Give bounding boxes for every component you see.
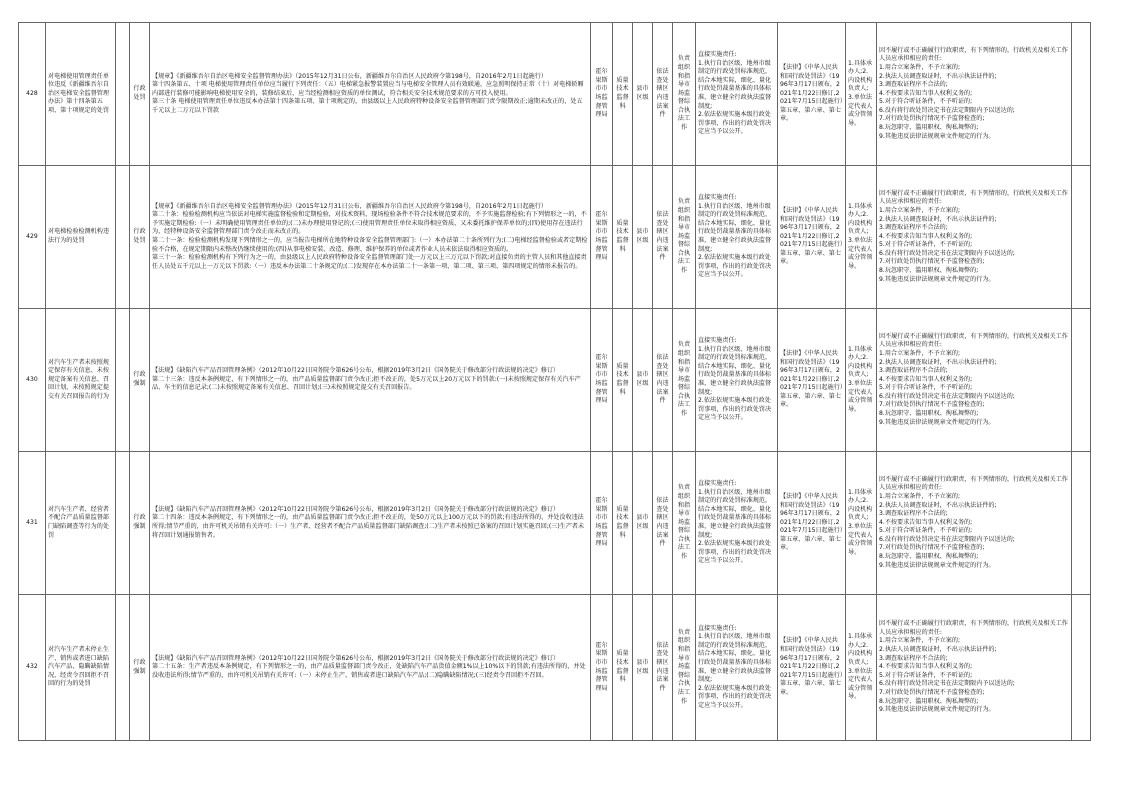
accountability-line: 8.玩忽职守、滥用职权、徇私舞弊的; <box>879 410 979 418</box>
accountability-line: 3.调查取证程序不合法的; <box>879 510 948 518</box>
accountability-line: 3.调查取证程序不合法的; <box>879 367 948 375</box>
legal-basis-paragraph: 【法规】《缺陷汽车产品召回管理条例》（2012年10月22日国务院令第626号公布，根据2019年3月2日《国务院关于修改部分行政法规的决定》修订） <box>152 367 560 375</box>
item-name: 对电梯检验检测机构违法行为的处罚 <box>46 166 116 309</box>
blank-cell <box>116 452 130 595</box>
responsibility-line: 1.执行自治区级、地州市级制定的行政处罚标准规范，结合本地实际，细化、量化行政处罚裁量基准的具体标准，建立健全行政执法监督制度; <box>698 488 772 539</box>
legal-basis-paragraph: 【规章】《新疆维吾尔自治区电梯安全监督管理办法》（2015年12月31日公布，新疆维吾尔自治区人民政府令第198号，自2016年2月1日起施行） <box>152 72 547 80</box>
duty-summary: 负责组织和指导市场监督综合执法工作 <box>673 23 696 166</box>
legal-basis-paragraph: 第二十五条：生产者违反本条例规定，有下列情形之一的，由产品质量监督部门责令改正，处缺陷汽车产品货值金额1%以上10%以下的罚款;有违法所得的，并处没收违法所得;情节严重的，由许可机关吊销有关许可:（一）未停止生产、销售或者进口缺陷汽车产品;(二)隐瞒缺陷情况;(三)经责令召回拒不召回。 <box>152 663 586 679</box>
legal-basis <box>150 452 591 595</box>
power-type: 行政处罚 <box>130 23 150 166</box>
responsibility-line: 1.执行自治区级、地州市级制定的行政处罚标准规范，结合本地实际，细化、量化行政处罚裁量基准的具体标准，建立健全行政执法监督制度; <box>698 633 772 684</box>
item-number: 430 <box>19 309 46 452</box>
enforcement-scope: 依法查处辖区内违法案件 <box>653 23 673 166</box>
accountability-line: 2.执法人员调查取证时，不出示执法证件的; <box>879 358 997 366</box>
accountability-line: 7.对行政处罚执行情况不予监督检查的; <box>879 688 985 696</box>
responsible-department: 质量技术监督科 <box>613 452 633 595</box>
implementing-agency: 霍尔果斯市市场监督管理局 <box>591 452 613 595</box>
accountability-line: 1.用合立案条件，不予立案的; <box>879 492 960 500</box>
remarks-cell <box>1072 595 1091 741</box>
accountability-situations <box>877 23 1072 166</box>
accountability-line: 9.其他违反法律法规规章文件规定的行为。 <box>879 275 995 283</box>
responsibility-items <box>696 23 778 166</box>
duty-summary: 负责组织和指导市场监督综合执法工作 <box>673 309 696 452</box>
accountability-situations <box>877 452 1072 595</box>
accountability-line: 8.玩忽职守、滥用职权、徇私舞弊的; <box>879 267 979 275</box>
legal-basis-paragraph: 第二十四条：违反本条例规定，有下列情形之一的，由产品质量监督部门责令改正;拒不改正的，处50万元以上100万元以下的罚款;有违法所得的，并处没收违法所得;情节严重的，由许可机关吊销有关许可:（一）生产者、经营者不配合产品质量监督部门缺陷调查;(二)生产者未按照已备案的召回计划实施召回;(三)生产者未将召回计划通报销售者。 <box>152 514 585 539</box>
enforcement-scope: 依法查处辖区内违法案件 <box>653 452 673 595</box>
duty-summary: 负责组织和指导市场监督综合执法工作 <box>673 166 696 309</box>
accountability-line: 6.没有将行政处罚决定书在法定期限内予以送达的; <box>879 249 1015 257</box>
responsibility-line: 2.依法依规实施本级行政处罚事项，作出的行政处罚决定应当予以公开。 <box>698 254 772 279</box>
remarks-cell <box>1072 452 1091 595</box>
legal-basis-paragraph: 【法规】《缺陷汽车产品召回管理条例》（2012年10月22日国务院令第626号公布，根据2019年3月2日《国务院关于修改部分行政法规的决定》修订） <box>152 654 560 662</box>
accountability-line: 2.执法人员调查取证时，不出示执法证件的; <box>879 501 997 509</box>
accountability-line: 8.玩忽职守、滥用职权、徇私舞弊的; <box>879 553 979 561</box>
legal-basis <box>150 23 591 166</box>
accountability-line: 3.调查取证程序不合法的; <box>879 654 948 662</box>
accountability-line: 2.执法人员调查取证时，不出示执法证件的; <box>879 215 997 223</box>
legal-basis-paragraph: 第三十一条：检验检测机构有下列行为之一的，由县级以上人民政府特种设备安全监督管理部门处一万元以上三万元以下罚款;对直接负责的主管人员和其他直接责任人员处五千元以上一万元以下罚款:（一）违反本办法第二十条规定的;(二)发现存在本办法第二十一条第一项、第二项、第三项、第四项规定的情形未报告的。 <box>152 254 587 270</box>
legal-basis-paragraph: 第十四条第五、十项 电梯使用管理责任单位应当履行下列责任：（五）电梯紧急报警装置应当与电梯安全管理人员有效联通，应急照明保持正常（十）对电梯轿厢内部进行装修可能影响电梯使用安全的，装修结束后，应当经检测相应资质的单位测试，符合相关安全技术规范要求的方可投入使用。 <box>152 81 584 97</box>
power-type: 行政强制 <box>130 452 150 595</box>
accountability-situations <box>877 309 1072 452</box>
legal-basis-paragraph: 【规章】《新疆维吾尔自治区电梯安全监督管理办法》（2015年12月31日公布，新疆维吾尔自治区人民政府令第198号，自2016年2月1日起施行） <box>152 202 547 210</box>
responsibility-line: 直接实施责任: <box>698 51 737 59</box>
item-name: 对汽车生产者未停止生产、销售或者进口缺陷汽车产品、隐瞒缺陷情况、经责令召回拒不召回的行为的处罚 <box>46 595 116 741</box>
remarks-cell <box>1072 23 1091 166</box>
accountability-line: 4.不按要求告知当事人权利义务的; <box>879 663 973 671</box>
item-number: 429 <box>19 166 46 309</box>
responsible-subjects: 1.具体承办人;2.内设机构负责人;3.单位法定代表人或分管领导。 <box>846 309 877 452</box>
accountability-law: 【法律】《中华人民共和国行政处罚法》（1996年3月17日颁布，2021年1月22日修订,2021年7月15日起施行）第五章、第六章、第七章。 <box>778 595 846 741</box>
table-row <box>19 166 1091 309</box>
accountability-line: 6.没有将行政处罚决定书在法定期限内予以送达的; <box>879 680 1015 688</box>
implementing-agency: 霍尔果斯市市场监督管理局 <box>591 166 613 309</box>
legal-basis-paragraph: 第二十一条：检验检测机构发现下列情形之一的，应当报告电梯所在地特种设备安全监督管理部门:（一）本办法第二十条所列行为;(二)电梯经监督检验或者定期检验不合格，在规定期限内未整改仍继续使用的;(四)从事电梯安装、改造、修理、维护保养的单位或者作业人员未依法取得相应资质的。 <box>152 237 588 253</box>
legal-basis <box>150 166 591 309</box>
accountability-line: 2.执法人员调查取证时，不出示执法证件的; <box>879 72 997 80</box>
accountability-line: 3.调查取证程序不合法的; <box>879 224 948 232</box>
accountability-line: 1.用合立案条件，不予立案的; <box>879 637 960 645</box>
accountability-line: 因不履行或不正确履行行政职责，有下列情形的，行政机关及相关工作人员应承担相应的责任: <box>879 189 1068 206</box>
accountability-line: 1.用合立案条件，不予立案的; <box>879 63 960 71</box>
table-row <box>19 309 1091 452</box>
responsibility-items <box>696 166 778 309</box>
responsibility-items <box>696 452 778 595</box>
responsibility-line: 直接实施责任: <box>698 480 737 488</box>
legal-basis <box>150 309 591 452</box>
accountability-situations <box>877 166 1072 309</box>
power-type: 行政强制 <box>130 309 150 452</box>
enforcement-scope: 依法查处辖区内违法案件 <box>653 309 673 452</box>
responsible-department: 质量技术监督科 <box>613 166 633 309</box>
accountability-line: 9.其他违反法律法规规章文件规定的行为。 <box>879 561 995 569</box>
accountability-law: 【法律】《中华人民共和国行政处罚法》（1996年3月17日颁布，2021年1月22日修订,2021年7月15日起施行）第五章、第六章、第七章。 <box>778 166 846 309</box>
responsibility-line: 直接实施责任: <box>698 194 737 202</box>
responsibility-items <box>696 309 778 452</box>
responsibility-line: 2.依法依规实施本级行政处罚事项，作出的行政处罚决定应当予以公开。 <box>698 540 772 565</box>
implementation-level: 县市区级 <box>633 23 653 166</box>
responsibility-line: 1.执行自治区级、地州市级制定的行政处罚标准规范，结合本地实际，细化、量化行政处罚裁量基准的具体标准，建立健全行政执法监督制度; <box>698 59 772 110</box>
blank-cell <box>116 309 130 452</box>
blank-cell <box>116 595 130 741</box>
accountability-line: 6.没有将行政处罚决定书在法定期限内予以送达的; <box>879 106 1015 114</box>
power-type: 行政处罚 <box>130 166 150 309</box>
responsibility-line: 2.依法依规实施本级行政处罚事项，作出的行政处罚决定应当予以公开。 <box>698 111 772 136</box>
responsible-department: 质量技术监督科 <box>613 23 633 166</box>
responsibility-line: 1.执行自治区级、地州市级制定的行政处罚标准规范，结合本地实际，细化、量化行政处罚裁量基准的具体标准，建立健全行政执法监督制度; <box>698 202 772 253</box>
responsibility-line: 2.依法依规实施本级行政处罚事项，作出的行政处罚决定应当予以公开。 <box>698 397 772 422</box>
responsibility-line: 2.依法依规实施本级行政处罚事项，作出的行政处罚决定应当予以公开。 <box>698 684 772 709</box>
responsibility-line: 直接实施责任: <box>698 337 737 345</box>
accountability-line: 3.调查取证程序不合法的; <box>879 81 948 89</box>
accountability-line: 5.对于符合听证条件，不予听证的; <box>879 384 973 392</box>
accountability-line: 4.不按要求告知当事人权利义务的; <box>879 89 973 97</box>
power-list-table <box>18 22 1091 741</box>
accountability-line: 4.不按要求告知当事人权利义务的; <box>879 518 973 526</box>
enforcement-scope: 依法查处辖区内违法案件 <box>653 595 673 741</box>
accountability-line: 6.没有将行政处罚决定书在法定期限内予以送达的; <box>879 392 1015 400</box>
accountability-line: 9.其他违反法律法规规章文件规定的行为。 <box>879 706 995 714</box>
accountability-line: 5.对于符合听证条件，不予听证的; <box>879 241 973 249</box>
item-name: 对汽车生产者、经营者不配合产品质量监督部门缺陷调查等行为的处罚 <box>46 452 116 595</box>
implementing-agency: 霍尔果斯市市场监督管理局 <box>591 595 613 741</box>
accountability-line: 7.对行政处罚执行情况不予监督检查的; <box>879 544 985 552</box>
legal-basis <box>150 595 591 741</box>
implementation-level: 县市区级 <box>633 309 653 452</box>
accountability-line: 7.对行政处罚执行情况不予监督检查的; <box>879 115 985 123</box>
blank-cell <box>116 166 130 309</box>
accountability-line: 9.其他违反法律法规规章文件规定的行为。 <box>879 132 995 140</box>
accountability-line: 5.对于符合听证条件，不予听证的; <box>879 98 973 106</box>
accountability-line: 5.对于符合听证条件，不予听证的; <box>879 527 973 535</box>
accountability-line: 7.对行政处罚执行情况不予监督检查的; <box>879 401 985 409</box>
accountability-situations <box>877 595 1072 741</box>
responsibility-line: 1.执行自治区级、地州市级制定的行政处罚标准规范，结合本地实际，细化、量化行政处罚裁量基准的具体标准，建立健全行政执法监督制度; <box>698 345 772 396</box>
table-row <box>19 452 1091 595</box>
implementation-level: 县市区级 <box>633 452 653 595</box>
accountability-law: 【法律】《中华人民共和国行政处罚法》（1996年3月17日颁布，2021年1月22日修订,2021年7月15日起施行）第五章、第六章、第七章。 <box>778 452 846 595</box>
duty-summary: 负责组织和指导市场监督综合执法工作 <box>673 595 696 741</box>
accountability-line: 5.对于符合听证条件，不予听证的; <box>879 671 973 679</box>
remarks-cell <box>1072 309 1091 452</box>
duty-summary: 负责组织和指导市场监督综合执法工作 <box>673 452 696 595</box>
accountability-line: 因不履行或不正确履行行政职责，有下列情形的，行政机关及相关工作人员应承担相应的责任: <box>879 620 1068 636</box>
item-name: 对电梯使用管理责任单位违反《新疆维吾尔自治区电梯安全监督管理办法》第十四条第五项、第十项规定的处罚 <box>46 23 116 166</box>
accountability-law: 【法律】《中华人民共和国行政处罚法》（1996年3月17日颁布，2021年1月22日修订,2021年7月15日起施行）第五章、第六章、第七章。 <box>778 23 846 166</box>
accountability-line: 因不履行或不正确履行行政职责，有下列情形的，行政机关及相关工作人员应承担相应的责任: <box>879 332 1068 349</box>
accountability-line: 4.不按要求告知当事人权利义务的; <box>879 232 973 240</box>
responsible-department: 质量技术监督科 <box>613 595 633 741</box>
accountability-line: 9.其他违反法律法规规章文件规定的行为。 <box>879 418 995 426</box>
accountability-line: 4.不按要求告知当事人权利义务的; <box>879 375 973 383</box>
accountability-line: 1.用合立案条件，不予立案的; <box>879 349 960 357</box>
legal-basis-paragraph: 【法规】《缺陷汽车产品召回管理条例》（2012年10月22日国务院令第626号公布，根据2019年3月2日《国务院关于修改部分行政法规的决定》修订） <box>152 505 560 513</box>
responsible-department: 质量技术监督科 <box>613 309 633 452</box>
legal-basis-paragraph: 第三十条 电梯使用管理责任单位违反本办法第十四条第五项、第十项规定的，由县级以上人民政府特种设备安全监督管理部门责令限期改正;逾期未改正的，处五千元以上二万元以下罚款 <box>152 98 583 114</box>
responsibility-items <box>696 595 778 741</box>
remarks-cell <box>1072 166 1091 309</box>
accountability-line: 因不履行或不正确履行行政职责，有下列情形的，行政机关及相关工作人员应承担相应的责任: <box>879 475 1068 492</box>
accountability-law: 【法律】《中华人民共和国行政处罚法》（1996年3月17日颁布，2021年1月22日修订,2021年7月15日起施行）第五章、第六章、第七章。 <box>778 309 846 452</box>
power-type: 行政强制 <box>130 595 150 741</box>
accountability-line: 2.执法人员调查取证时，不出示执法证件的; <box>879 646 997 654</box>
responsibility-line: 直接实施责任: <box>698 624 737 632</box>
responsible-subjects: 1.具体承办人;2.内设机构负责人;3.单位法定代表人或分管领导。 <box>846 595 877 741</box>
accountability-line: 因不履行或不正确履行行政职责，有下列情形的，行政机关及相关工作人员应承担相应的责任: <box>879 46 1068 63</box>
item-name: 对汽车生产者未按照规定保存有关信息、未按规定备案有关信息、召回计划、未按照规定提交有关召回报告的行为 <box>46 309 116 452</box>
enforcement-scope: 依法查处辖区内违法案件 <box>653 166 673 309</box>
legal-basis-paragraph: 第二十条：检验检测机构应当依法对电梯实施监督检验和定期检验，对技术资料、现场检验条件不符合技术规范要求的，不予实施监督检验;有下列情形之一的，不予实施定期检验:（一）未明确使用管理责任单位的;(二)未办理使用登记的;(三)使用管理责任单位未取得相应资质、又未委托维护保养单位的;(四)使用存在违法行为，经特种设备安全监督管理部门责令改正而未改正的。 <box>152 211 587 236</box>
table-row <box>19 595 1091 741</box>
responsible-subjects: 1.具体承办人;2.内设机构负责人;3.单位法定代表人或分管领导。 <box>846 23 877 166</box>
implementing-agency: 霍尔果斯市市场监督管理局 <box>591 309 613 452</box>
blank-cell <box>116 23 130 166</box>
item-number: 432 <box>19 595 46 741</box>
responsible-subjects: 1.具体承办人;2.内设机构负责人;3.单位法定代表人或分管领导。 <box>846 166 877 309</box>
responsible-subjects: 1.具体承办人;2.内设机构负责人;3.单位法定代表人或分管领导。 <box>846 452 877 595</box>
implementation-level: 县市区级 <box>633 166 653 309</box>
accountability-line: 8.玩忽职守、滥用职权、徇私舞弊的; <box>879 697 979 705</box>
accountability-line: 8.玩忽职守、滥用职权、徇私舞弊的; <box>879 124 979 132</box>
item-number: 428 <box>19 23 46 166</box>
item-number: 431 <box>19 452 46 595</box>
implementation-level: 县市区级 <box>633 595 653 741</box>
accountability-line: 1.用合立案条件，不予立案的; <box>879 206 960 214</box>
accountability-line: 6.没有将行政处罚决定书在法定期限内予以送达的; <box>879 535 1015 543</box>
accountability-line: 7.对行政处罚执行情况不予监督检查的; <box>879 258 985 266</box>
table-row <box>19 23 1091 166</box>
implementing-agency: 霍尔果斯市市场监督管理局 <box>591 23 613 166</box>
legal-basis-paragraph: 第二十三条：违反本条例规定，有下列情形之一的，由产品质量监督部门责令改正;拒不改正的，处5万元以上20万元以下的罚款:(一)未按照规定保存有关汽车产品、车主的信息记录;(二)未按照规定备案有关信息、召回计划;(三)未按照规定提交有关召回报告。 <box>152 375 581 392</box>
